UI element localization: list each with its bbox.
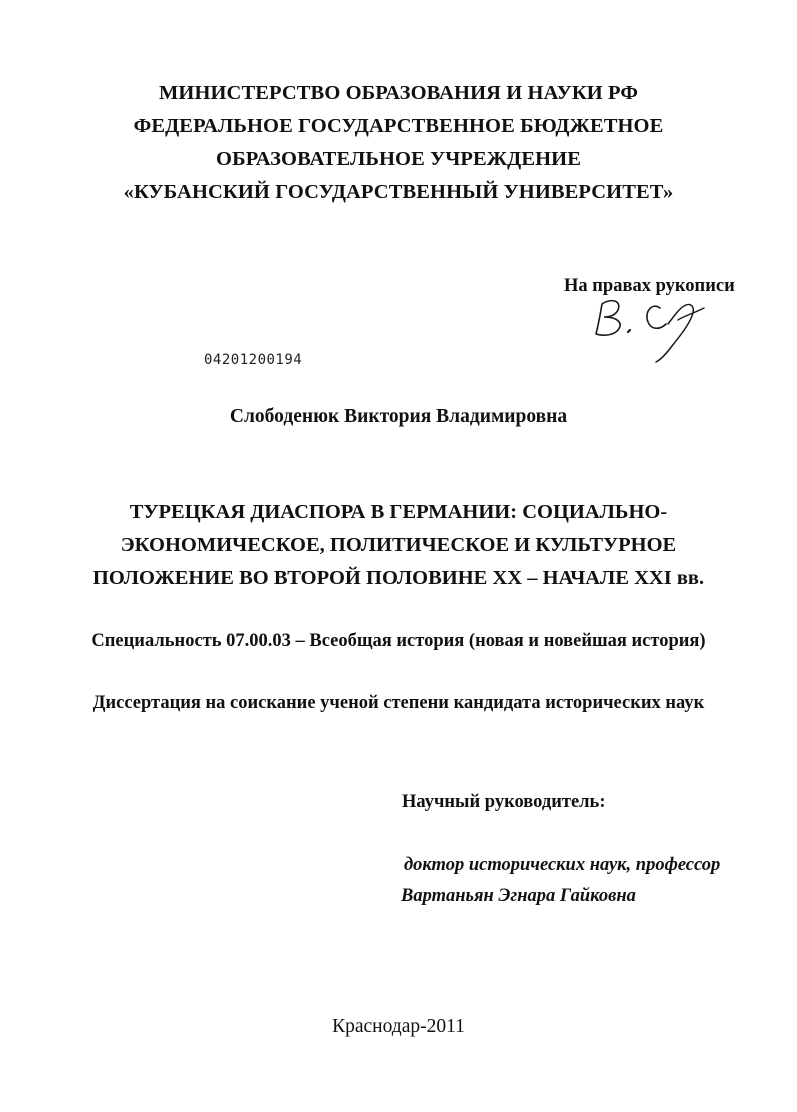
advisor-academic-title: доктор исторических наук, профессор: [404, 855, 721, 875]
institution-line-1: МИНИСТЕРСТВО ОБРАЗОВАНИЯ И НАУКИ РФ: [158, 82, 639, 104]
institution-line-4: «КУБАНСКИЙ ГОСУДАРСТВЕННЫЙ УНИВЕРСИТЕТ»: [123, 181, 674, 203]
signature-image: [588, 286, 718, 366]
degree-line: Диссертация на соискание ученой степени кандидата исторических наук: [92, 693, 705, 713]
advisor-name: Вартаньян Эгнара Гайковна: [401, 886, 636, 906]
institution-line-3: ОБРАЗОВАТЕЛЬНОЕ УЧРЕЖДЕНИЕ: [216, 148, 581, 170]
city-year: Краснодар-2011: [332, 1016, 465, 1037]
author-name: Слободенюк Виктория Владимировна: [229, 406, 568, 427]
dissertation-title-line-1: ТУРЕЦКАЯ ДИАСПОРА В ГЕРМАНИИ: СОЦИАЛЬНО-: [129, 501, 668, 523]
specialty-line: Специальность 07.00.03 – Всеобщая история (новая и новейшая история): [91, 631, 706, 651]
advisor-label: Научный руководитель:: [402, 792, 606, 812]
institution-line-2: ФЕДЕРАЛЬНОЕ ГОСУДАРСТВЕННОЕ БЮДЖЕТНОЕ: [133, 115, 664, 137]
document-registration-number: 04201200194: [204, 352, 303, 368]
dissertation-title-line-2: ЭКОНОМИЧЕСКОЕ, ПОЛИТИЧЕСКОЕ И КУЛЬТУРНОЕ: [120, 534, 677, 556]
dissertation-title-line-3: ПОЛОЖЕНИЕ ВО ВТОРОЙ ПОЛОВИНЕ XX – НАЧАЛЕ XXI вв.: [92, 567, 705, 589]
manuscript-rights-label: На правах рукописи: [564, 276, 735, 296]
